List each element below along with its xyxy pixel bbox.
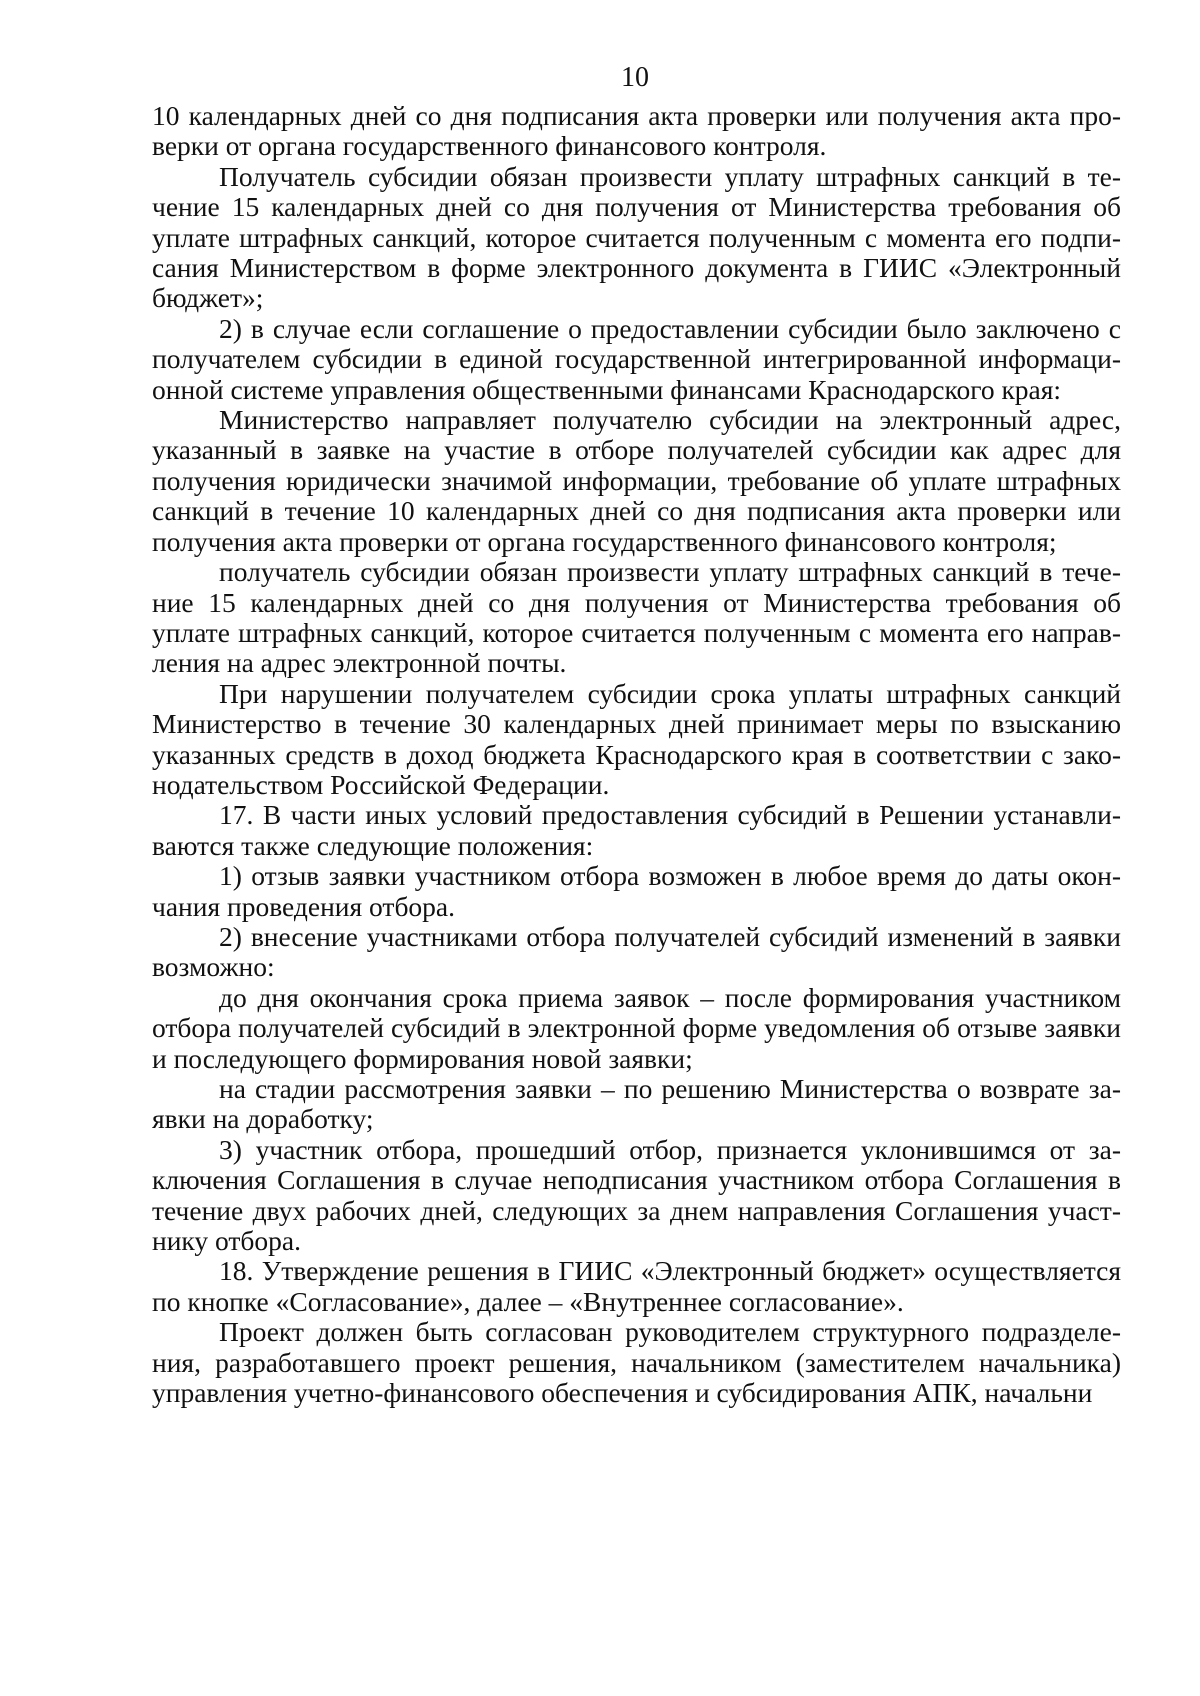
page-number: 10 [621,62,649,93]
document-body [152,101,1121,1408]
paragraph-10: до дня окончания срока приема заявок – после формирования участником отбора получателей субсидий в электронной форме уведомления об отзыве заявки и последующего формирования новой заявки; [152,981,1121,1074]
paragraph-7: 17. В части иных условий предоставления субсидий в Решении устанавливаются также следующие положения: [152,799,1121,861]
paragraph-2: Получатель субсидии обязан произвести уплату штрафных санкций в течение 15 календарных дней со дня получения от Министерства требования об уплате штрафных санкций, которое считается полученным с момента его подписания Министерством в форме электронного документа в ГИИС «Электронный бюджет»; [152,160,1121,314]
paragraph-6: При нарушении получателем субсидии срока уплаты штрафных санкций Министерство в течение 30 календарных дней принимает меры по взысканию указанных средств в доход бюджета Краснодарского края в соответствии с законодательством Российской Федерации. [152,677,1121,800]
paragraph-9: 2) внесение участниками отбора получателей субсидий изменений в заявки возможно: [152,920,1121,983]
paragraph-8: 1) отзыв заявки участником отбора возможен в любое время до даты окончания проведения отбора. [152,860,1121,922]
paragraph-12: 3) участник отбора, прошедший отбор, признается уклонившимся от заключения Соглашения в случае неподписания участником отбора Соглашения в течение двух рабочих дней, следующих за днем направления Соглашения участнику отбора. [152,1133,1121,1257]
paragraph-4: Министерство направляет получателю субсидии на электронный адрес, указанный в заявке на участие в отборе получателей субсидии как адрес для получения юридически значимой информации, требование об уплате штрафных санкций в течение 10 календарных дней со дня подписания акта проверки или получения акта проверки от органа государственного финансового контроля; [152,404,1121,557]
paragraph-11: на стадии рассмотрения заявки – по решению Министерства о возврате заявки на доработку; [152,1073,1121,1135]
paragraph-5: получатель субсидии обязан произвести уплату штрафных санкций в течение 15 календарных дней со дня получения от Министерства требования об уплате штрафных санкций, которое считается полученным с момента его направления на адрес электронной почты. [152,556,1121,679]
paragraph-14: Проект должен быть согласован руководителем структурного подразделения, разработавшего проект решения, начальником (заместителем начальника) управления учетно-финансового обеспечения и субсидирования АПК, начальни [152,1316,1121,1409]
paragraph-1: 10 календарных дней со дня подписания акта проверки или получения акта проверки от органа государственного финансового контроля. [152,100,1121,162]
paragraph-3: 2) в случае если соглашение о предоставлении субсидии было заключено с получателем субсидии в единой государственной интегрированной информационной системе управления общественными финансами Краснодарского края: [152,312,1121,405]
paragraph-13: 18. Утверждение решения в ГИИС «Электронный бюджет» осуществляется по кнопке «Согласование», далее – «Внутреннее согласование». [152,1255,1121,1317]
